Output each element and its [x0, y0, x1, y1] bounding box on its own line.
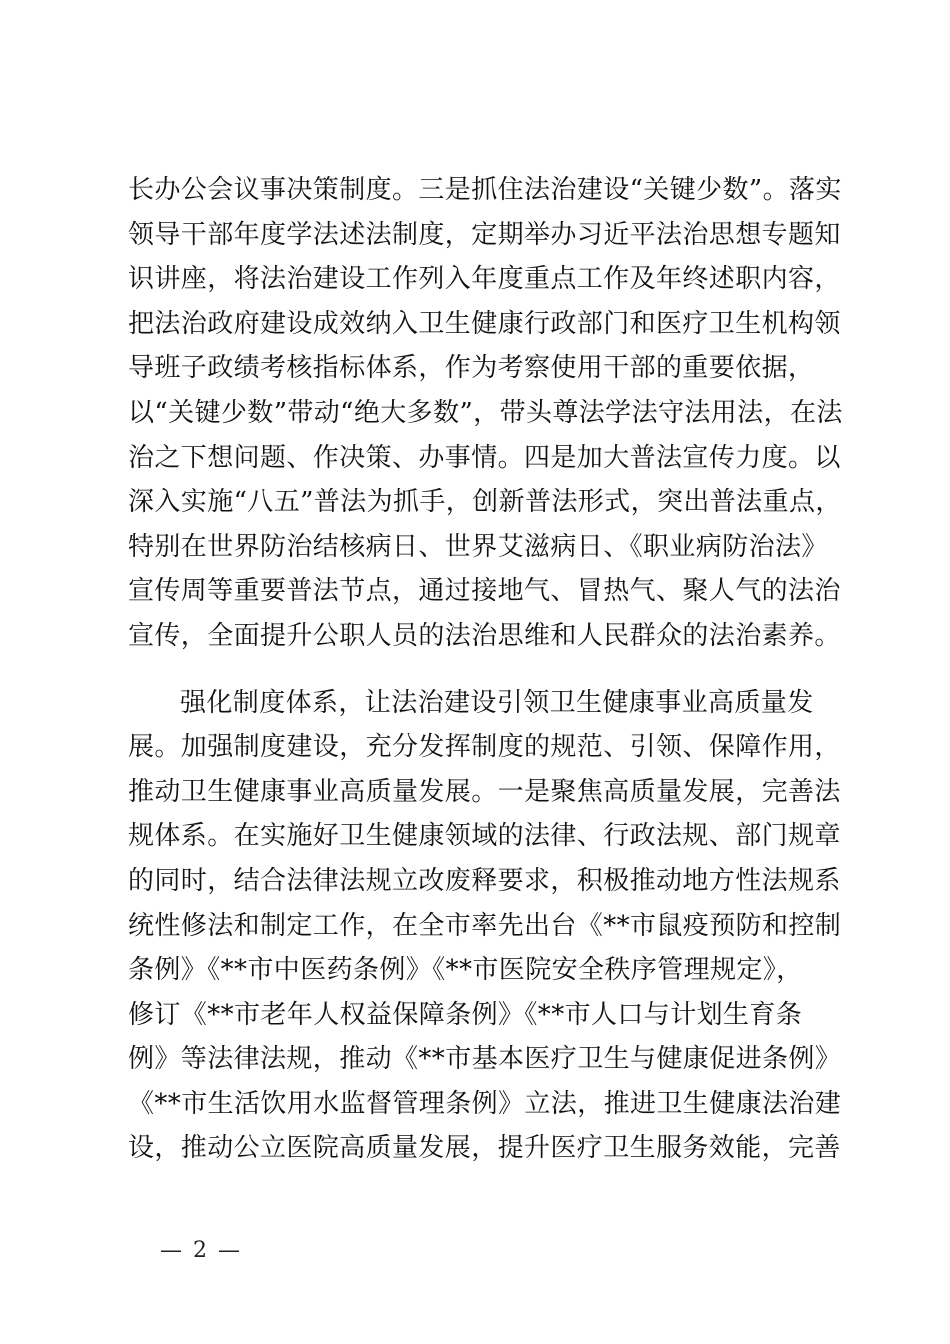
text-line: 治之下想问题、作决策、办事情。四是加大普法宣传力度。以 [128, 442, 841, 473]
text-line: 修订《**市老年人权益保障条例》《**市人口与计划生育条 [128, 999, 803, 1030]
text-line: 设，推动公立医院高质量发展，提升医疗卫生服务效能，完善 [128, 1133, 841, 1164]
text-line: 统性修法和制定工作，在全市率先出台《**市鼠疫预防和控制 [128, 910, 842, 941]
text-line: 条例》《**市中医药条例》《**市医院安全秩序管理规定》， [128, 955, 803, 986]
text-line: 的同时，结合法律法规立改废释要求，积极推动地方性法规系 [128, 865, 841, 896]
text-line: 宣传，全面提升公职人员的法治思维和人民群众的法治素养。 [128, 620, 841, 651]
text-line: 特别在世界防治结核病日、世界艾滋病日、《职业病防治法》 [128, 531, 828, 562]
text-line: 《**市生活饮用水监督管理条例》立法，推进卫生健康法治建 [128, 1088, 842, 1119]
text-line: 领导干部年度学法述法制度，定期举办习近平法治思想专题知 [128, 219, 841, 250]
text-line: 深入实施“八五”普法为抓手，创新普法形式，突出普法重点， [128, 487, 842, 518]
text-line: 展。加强制度建设，充分发挥制度的规范、引领、保障作用， [128, 732, 841, 763]
paragraph-gap [128, 659, 828, 681]
text-line: 长办公会议事决策制度。三是抓住法治建设“关键少数”。落实 [128, 175, 842, 205]
text-line: 例》等法律法规，推动《**市基本医疗卫生与健康促进条例》 [128, 1044, 842, 1075]
text-line: 识讲座，将法治建设工作列入年度重点工作及年终述职内容， [128, 264, 841, 295]
text-line: 宣传周等重要普法节点，通过接地气、冒热气、聚人气的法治 [128, 576, 841, 607]
paragraph-first-line: 强化制度体系，让法治建设引领卫生健康事业高质量发 [180, 687, 814, 718]
text-line: 把法治政府建设成效纳入卫生健康行政部门和医疗卫生机构领 [128, 308, 841, 339]
text-line: 导班子政绩考核指标体系，作为考察使用干部的重要依据， [128, 353, 815, 384]
page-number: — 2 — [160, 1238, 242, 1263]
text-line: 推动卫生健康事业高质量发展。一是聚焦高质量发展，完善法 [128, 776, 841, 807]
body-text [128, 168, 843, 1171]
text-line: 以“关键少数”带动“绝大多数”，带头尊法学法守法用法，在法 [128, 397, 843, 428]
text-line: 规体系。在实施好卫生健康领域的法律、行政法规、部门规章 [128, 821, 841, 852]
